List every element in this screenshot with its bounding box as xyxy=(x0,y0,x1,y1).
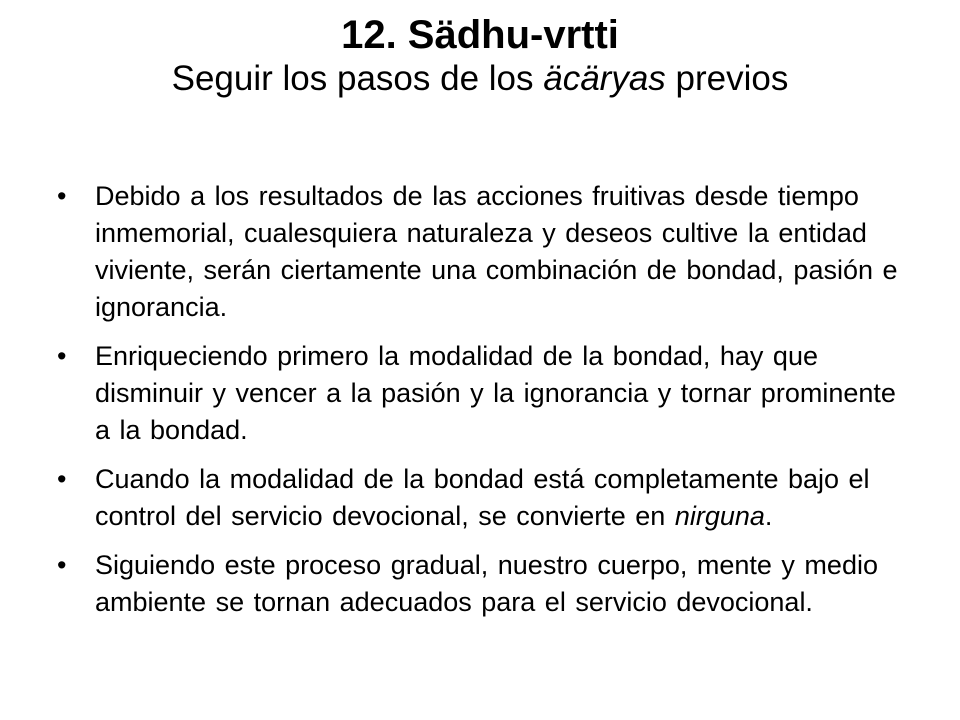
bullet-text: Debido a los resultados de las acciones fruitivas desde tiempo inmemorial, cualesquiera naturaleza y deseos cultive la entidad viviente, serán ciertamente una combinación de bondad, pasión e ignorancia. xyxy=(95,181,898,322)
bullet-item xyxy=(50,461,920,535)
bullet-text: Siguiendo este proceso gradual, nuestro cuerpo, mente y medio ambiente se tornan adecuados para el servicio devocional. xyxy=(95,550,878,617)
bullet-item xyxy=(50,338,920,449)
bullet-dot: • xyxy=(57,181,67,211)
bullet-dot: • xyxy=(57,464,67,494)
bullet-text: Cuando la modalidad de la bondad está completamente bajo el control del servicio devocional, se convierte en xyxy=(95,464,870,531)
subtitle-text-after: previos xyxy=(665,59,789,98)
bullet-item xyxy=(50,178,920,326)
bullet-text: Enriqueciendo primero la modalidad de la bondad, hay que disminuir y vencer a la pasión y la ignorancia y tornar prominente a la bondad. xyxy=(95,341,896,445)
subtitle-italic-term: äcäryas xyxy=(543,59,666,98)
bullet-italic-term: nirguna xyxy=(674,501,765,531)
slide-subtitle xyxy=(0,58,960,100)
bullet-dot: • xyxy=(57,550,67,580)
bullet-list xyxy=(50,178,920,633)
slide-title: 12. Sädhu-vrtti xyxy=(341,13,619,57)
bullet-text-after: . xyxy=(764,501,773,531)
subtitle-text-before: Seguir los pasos de los xyxy=(171,59,544,98)
bullet-dot: • xyxy=(57,341,67,371)
title-block xyxy=(0,12,960,100)
bullet-item xyxy=(50,547,920,621)
